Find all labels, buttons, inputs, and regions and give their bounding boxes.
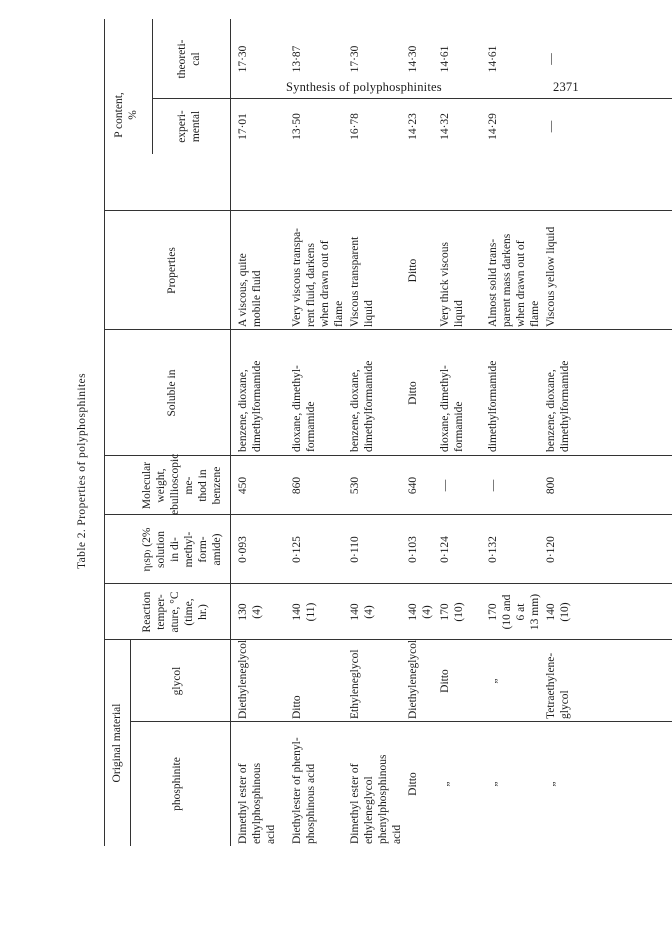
cell-p-exp: 14·23 [407,113,419,140]
cell-soluble: benzene, dioxane, dimethylformamide [349,360,375,452]
running-head-title: Synthesis of polyphosphinites [286,80,442,94]
cell-reaction: 170 (10) [439,602,465,622]
cell-reaction: 140 (10) [545,602,571,622]
original-material-sub-rule-2 [130,722,131,846]
cell-phosphinite: Dimethyl ester of ethylphosphinous acid [237,762,277,844]
cell-p-exp: 14·32 [439,113,451,140]
page-number: 2371 [553,80,579,94]
cell-reaction: 140 (11) [291,602,317,622]
cell-properties: Almost solid trans- parent mass darkens when drawn out of flame [487,233,541,327]
cell-viscosity: 0·125 [291,536,303,563]
cell-soluble: dioxane, dimethyl- formamide [291,365,317,452]
header-original-material: Original material [111,703,123,783]
cell-phosphinite: Dimethyl ester of ethyleneglycol phenylphosphinous acid [349,754,403,844]
cell-soluble: benzene, dioxane, dimethylformamide [237,360,263,452]
header-p-theoretical: theoreti- cal [176,39,202,79]
header-soluble-in: Soluble in [166,369,178,417]
header-viscosity: η₍sp₎ (2% solution in di- methyl- form- amide) [141,527,223,572]
cell-reaction: 170 (10 and 6 at 13 mm) [487,593,541,631]
cell-glycol: Tetraethylene- glycol [545,652,571,719]
header-phosphinite: phosphinite [171,757,183,811]
cell-glycol: Diethyleneglycol [407,639,419,719]
cell-p-theo: 13·87 [291,45,303,73]
cell-glycol: Ethyleneglycol [349,649,361,719]
p-content-sub-rule [152,19,153,154]
cell-phosphinite: Ditto [407,772,419,796]
table-caption: Table 2. Properties of polyphosphinites [76,373,88,569]
table-top-rule [104,19,105,846]
cell-phosphinite: „ [487,781,499,787]
cell-p-theo: — [545,53,557,65]
cell-phosphinite: Diethylester of phenyl- phosphinous acid [291,737,317,844]
cell-reaction: 140 (4) [349,603,375,621]
col-sep-7 [104,210,672,211]
original-material-sub-rule [130,640,131,722]
header-reaction-temperature: Reaction temper- ature, °C (time, hr.) [141,591,209,633]
cell-soluble: benzene, dioxane, dimethylformamide [545,360,571,452]
cell-reaction: 140 (4) [407,603,433,621]
cell-soluble: dioxane, dimethyl- formamide [439,365,465,452]
cell-p-theo: 14·61 [487,45,499,73]
cell-properties: A viscous, quite mobile fluid [237,253,263,327]
cell-p-exp: 14·29 [487,113,499,140]
cell-p-theo: 17·30 [349,45,361,73]
header-molecular-weight: Molecular weight, ebullioscopic me- thod in benzene [141,453,223,515]
cell-soluble: Ditto [407,381,419,405]
cell-properties: Viscous transparent liquid [349,236,375,327]
cell-molwt: 860 [291,476,303,495]
cell-properties: Viscous yellow liquid [545,226,557,327]
cell-glycol: Diethyleneglycol [237,639,249,719]
cell-phosphinite: „ [545,781,557,787]
cell-p-exp: 13·50 [291,113,303,140]
col-sep-6 [104,329,672,330]
header-p-experimental: experi- mental [176,110,202,143]
cell-p-theo: 17·30 [237,45,249,73]
cell-reaction: 130 (4) [237,603,263,621]
header-glycol: glycol [171,666,183,696]
cell-molwt: 640 [407,476,419,495]
cell-soluble: dimethylformamide [487,360,499,452]
cell-molwt: 530 [349,476,361,495]
cell-p-theo: 14·61 [439,45,451,73]
cell-molwt: 800 [545,476,557,495]
cell-viscosity: 0·124 [439,536,451,563]
cell-properties: Very viscous transpa- rent fluid, darkens when drawn out of flame [291,227,345,327]
cell-p-exp: — [545,120,557,133]
cell-phosphinite: „ [439,781,451,787]
cell-glycol: Ditto [291,695,303,719]
cell-p-exp: 17·01 [237,113,249,140]
cell-viscosity: 0·103 [407,536,419,563]
cell-viscosity: 0·110 [349,536,361,563]
cell-viscosity: 0·093 [237,536,249,563]
cell-molwt: — [439,479,451,492]
cell-p-exp: 16·78 [349,113,361,140]
cell-p-theo: 14·30 [407,45,419,73]
cell-properties: Ditto [407,258,419,283]
header-properties: Properties [166,247,178,294]
cell-molwt: — [487,479,499,492]
cell-molwt: 450 [237,476,249,495]
cell-properties: Very thick viscous liquid [439,242,465,327]
header-p-content: P content, % [113,92,139,138]
cell-glycol: „ [487,678,499,684]
cell-glycol: Ditto [439,669,451,693]
cell-viscosity: 0·120 [545,536,557,563]
cell-viscosity: 0·132 [487,536,499,563]
